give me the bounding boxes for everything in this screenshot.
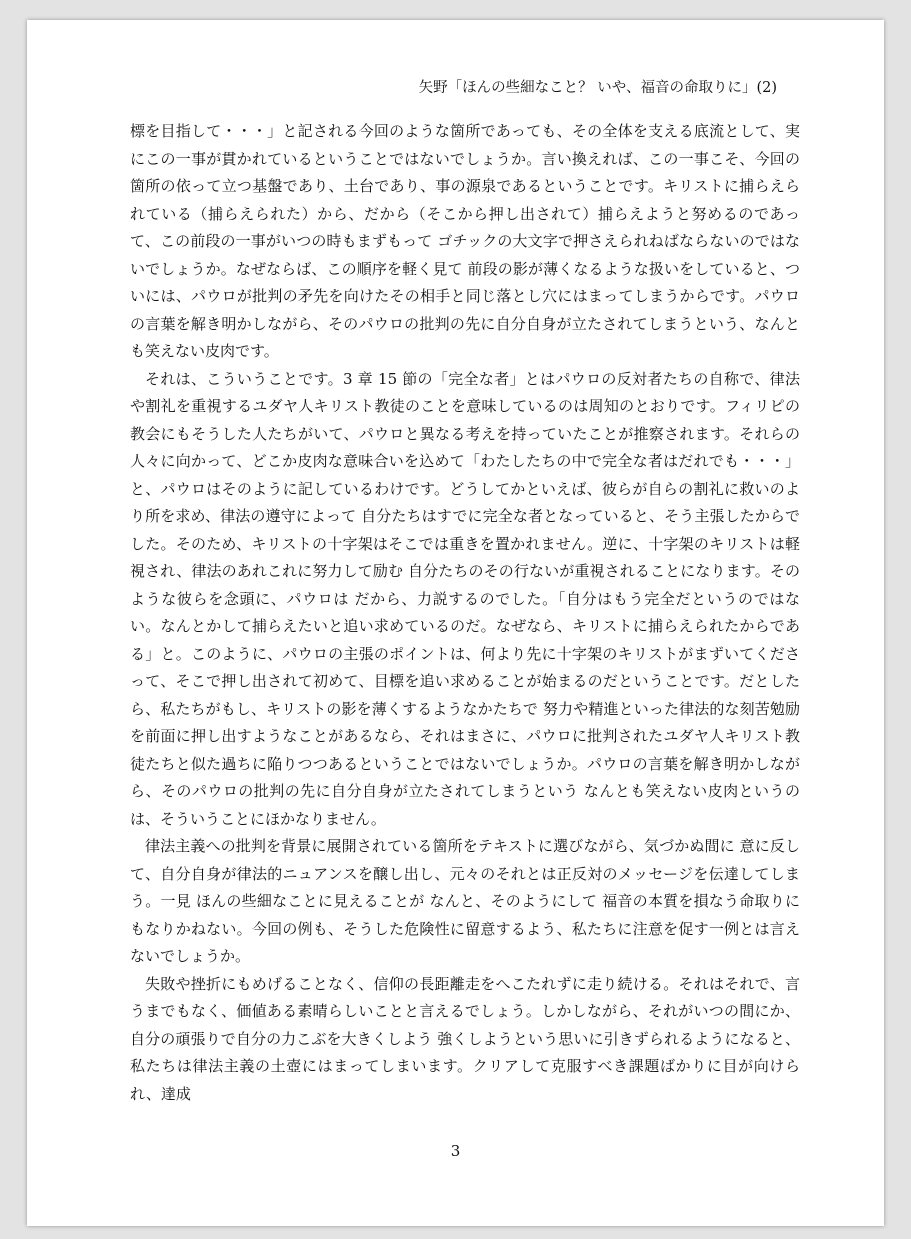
paragraph: それは、こういうことです。3 章 15 節の「完全な者」とはパウロの反対者たちの自称で、律法や割礼を重視するユダヤ人キリスト教徒のことを意味しているのは周知のとおりです。フィリピの教会にもそうした人たちがいて、パウロと異なる考えを持っていたことが推察されます。それらの人々に向かって、どこか皮肉な意味合いを込めて「わたしたちの中で完全な者はだれでも・・・」と、パウロはそのように記しているわけです。どうしてかといえば、彼らが自らの割礼に救いのより所を求め、律法の遵守によって 自分たちはすでに完全な者となっていると、そう主張したからでした。そのため、キリストの十字架はそこでは重きを置かれません。逆に、十字架のキリストは軽視され、律法のあれこれに努力して励む 自分たちのその行ないが重視されることになります。そのような彼らを念頭に、パウロは だから、力説するのでした。「自分はもう完全だというのではない。なんとかして捕らえたいと追い求めているのだ。なぜなら、キリストに捕らえられたからである」と。このように、パウロの主張のポイントは、何より先に十字架のキリストがまずいてくださって、そこで押し出されて初めて、目標を追い求めることが始まるのだということです。だとしたら、私たちがもし、キリストの影を薄くするようなかたちで 努力や精進といった律法的な刻苦勉励を前面に押し出すようなことがあるなら、それはまさに、パウロに批判されたユダヤ人キリスト教徒たちと似た過ちに陥りつつあるということではないでしょうか。パウロの言葉を解き明かしながら、そのパウロの批判の先に自分自身が立たされてしまうという なんとも笑えない皮肉というのは、そういうことにほかなりません。 [130,369,800,828]
body-text [130,118,800,1108]
paragraph: 律法主義への批判を背景に展開されている箇所をテキストに選びながら、気づかぬ間に 意に反して、自分自身が律法的ニュアンスを醸し出し、元々のそれとは正反対のメッセージを伝達してしまう。一見 ほんの些細なことに見えることが なんと、そのようにして 福音の本質を損なう命取りにもなりかねない。今回の例も、そうした危険性に留意するよう、私たちに注意を促す一例とは言えないでしょうか。 [130,837,800,965]
document-page [27,20,884,1226]
paragraph: 標を目指して・・・」と記される今回のような箇所であっても、その全体を支える底流として、実にこの一事が貫かれているということではないでしょうか。言い換えれば、この一事こそ、今回の箇所の依って立つ基盤であり、土台であり、事の源泉であるということです。キリストに捕らえられている（捕らえられた）から、だから（そこから押し出されて）捕らえようと努めるのであって、この前段の一事がいつの時もまずもって ゴチックの大文字で押さえられねばならないのではないでしょうか。なぜならば、この順序を軽く見て 前段の影が薄くなるような扱いをしていると、ついには、パウロが批判の矛先を向けたその相手と同じ落とし穴にはまってしまうからです。パウロの言葉を解き明かしながら、そのパウロの批判の先に自分自身が立たされてしまうという、なんとも笑えない皮肉です。 [130,122,800,360]
page-number: 3 [450,1142,461,1160]
paragraph: 失敗や挫折にもめげることなく、信仰の長距離走をへこたれずに走り続ける。それはそれで、言うまでもなく、価値ある素晴らしいことと言えるでしょう。しかしながら、それがいつの間にか、自分の頑張りで自分の力こぶを大きくしよう 強くしようという思いに引きずられるようになると、私たちは律法主義の土壺にはまってしまいます。クリアして克服すべき課題ばかりに目が向けられ、達成 [130,974,800,1103]
running-header: 矢野「ほんの些細なこと？ いや、福音の命取りに」(2) [418,80,777,96]
